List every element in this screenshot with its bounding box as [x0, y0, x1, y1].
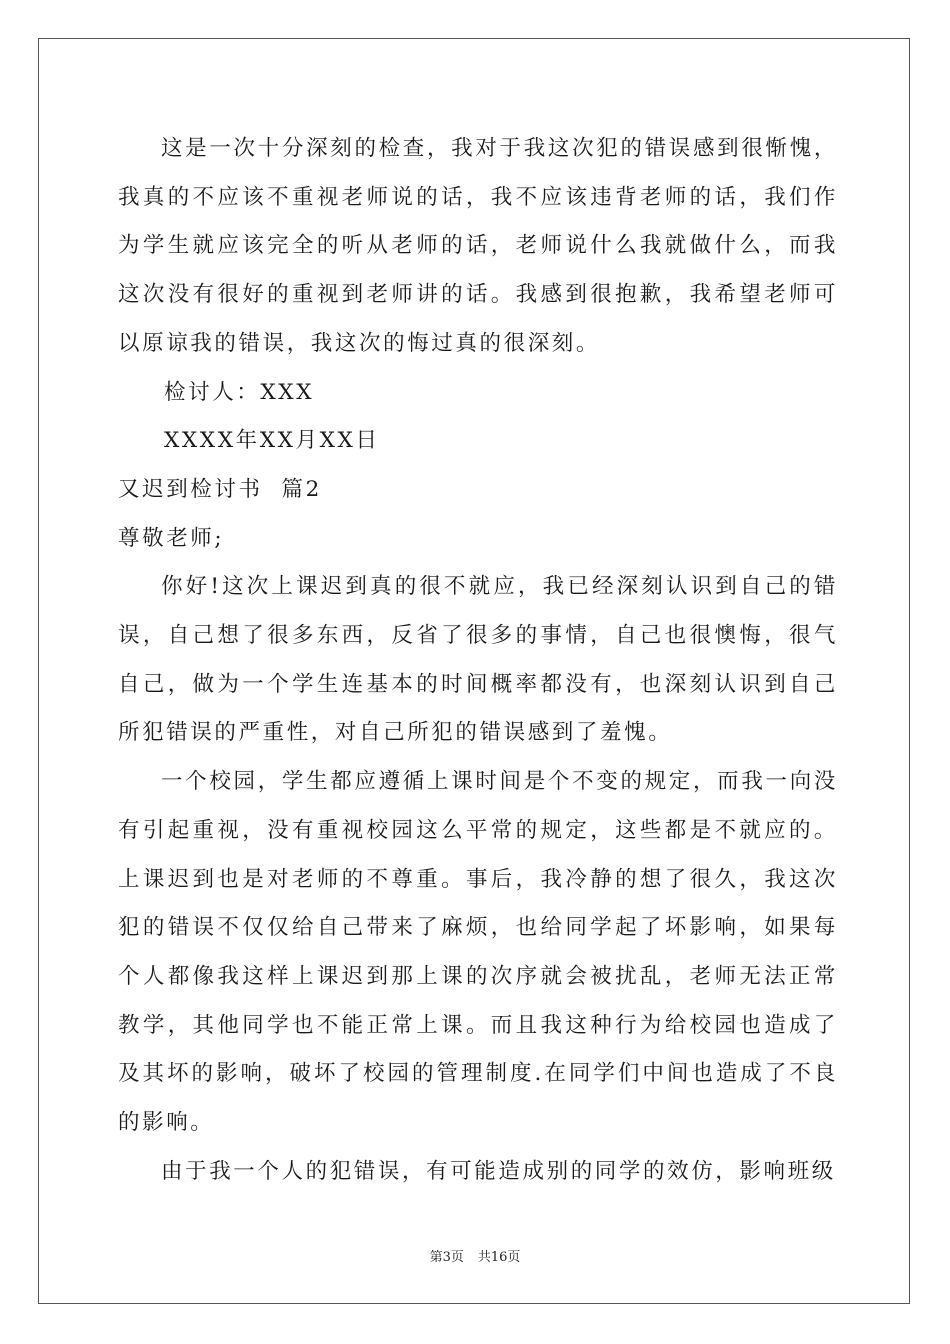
total-pages: 共16页	[477, 1250, 521, 1265]
paragraph: 这是一次十分深刻的检查，我对于我这次犯的错误感到很惭愧，我真的不应该不重视老师说的话，我不应该违背老师的话，我们作为学生就应该完全的听从老师的话，老师说什么我就做什么，而我这次没有很好的重视到老师讲的话。我感到很抱歉，我希望老师可以原谅我的错误，我这次的悔过真的很深刻。	[118, 136, 838, 356]
page-footer	[0, 1246, 950, 1265]
date-line: XXXX年XX月XX日	[164, 428, 380, 454]
signer-line: 检讨人：XXX	[164, 379, 315, 405]
paragraph: 你好!这次上课迟到真的很不就应，我已经深刻认识到自己的错误，自己想了很多东西，反省了很多的事情，自己也很懊悔，很气自己，做为一个学生连基本的时间概率都没有，也深刻认识到自己所犯错误的严重性，对自己所犯的错误感到了羞愧。	[118, 574, 838, 746]
page-number: 第3页	[429, 1250, 464, 1265]
paragraph: 由于我一个人的犯错误，有可能造成别的同学的效仿，影响班级	[161, 1158, 836, 1184]
paragraph: 一个校园，学生都应遵循上课时间是个不变的规定，而我一向没有引起重视，没有重视校园这么平常的规定，这些都是不就应的。上课迟到也是对老师的不尊重。事后，我冷静的想了很久，我这次犯的错误不仅仅给自己带来了麻烦，也给同学起了坏影响，如果每个人都像我这样上课迟到那上课的次序就会被扰乱，老师无法正常教学，其他同学也不能正常上课。而且我这种行为给校园也造成了及其坏的影响，破坏了校园的管理制度.在同学们中间也造成了不良的影响。	[118, 769, 838, 1136]
section-title: 又迟到检讨书 篇2	[118, 476, 322, 502]
salutation: 尊敬老师;	[118, 525, 225, 551]
document-body	[118, 125, 838, 1196]
